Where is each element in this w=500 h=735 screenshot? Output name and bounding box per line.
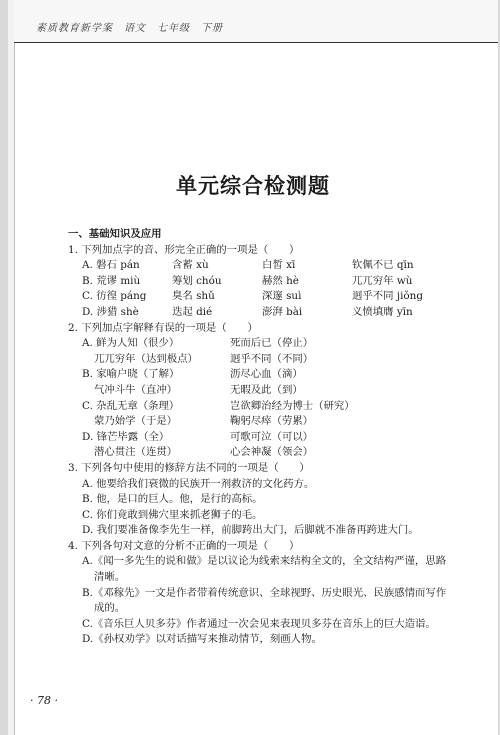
page-number: · 78 · [30, 694, 58, 707]
option-cell: 深邃 suì [262, 290, 302, 303]
option-cell: 赫然 hè [262, 274, 299, 287]
option-cell: 义愤填膺 yīn [352, 305, 413, 318]
question-4-option-b [68, 586, 478, 617]
option-cell: 潜心贯注（连贯） [94, 446, 178, 459]
running-header [14, 0, 498, 43]
question-content [68, 227, 478, 648]
option-cell: 鞠躬尽瘁（劳累） [230, 415, 314, 428]
question-3-stem: 3. 下列各句中使用的修辞方法不同的一项是（ ） [68, 461, 310, 474]
question-1-stem: 1. 下列加点字的音、形完全正确的一项是（ ） [68, 243, 300, 256]
question-4-option-c [68, 617, 478, 633]
question-4-stem: 4. 下列各句对文意的分析不正确的一项是（ ） [68, 539, 300, 552]
question-2-stem: 2. 下列加点字解释有误的一项是（ ） [68, 321, 258, 334]
question-2-row [68, 430, 478, 446]
section-heading: 一、基础知识及应用 [68, 228, 162, 240]
option-cell: 无暇及此（到） [230, 383, 303, 396]
option-cell: 蒙乃始学（于是） [94, 415, 178, 428]
option-cell: 迥乎不同 jiǒng [352, 290, 424, 303]
option-text: C.《音乐巨人贝多芬》作者通过一次会见来表现贝多芬在音乐上的巨大造诣。 [82, 617, 436, 630]
option-cell: 心会神凝（领会） [230, 446, 314, 459]
option-cell: 白皙 xī [262, 259, 296, 272]
option-continuation: 成的。 [94, 602, 126, 615]
option-cell: 岂欲卿治经为博士（研究） [230, 399, 355, 412]
document-page [8, 0, 498, 735]
header-text: 素质教育新学案 语文 七年级 下册 [36, 23, 223, 34]
question-1-option-d [68, 305, 478, 321]
question-3-option-b: B. 他，是口的巨人。他，是行的高标。 [82, 493, 263, 506]
question-2-row [68, 367, 478, 383]
option-text: D.《孙权劝学》以对话描写来推动情节，刻画人物。 [82, 633, 322, 646]
option-cell: 气冲斗牛（直冲） [94, 383, 178, 396]
question-4-option-a [68, 554, 478, 585]
option-continuation: 清晰。 [94, 571, 126, 584]
question-3-option-c: C. 你们竟敢到佛穴里来抓老狮子的毛。 [82, 508, 263, 521]
question-2-row [68, 383, 478, 399]
option-cell: 臭名 shǔ [172, 290, 215, 303]
question-1-option-a [68, 258, 478, 274]
question-1-option-b [68, 274, 478, 290]
option-text: A.《闻一多先生的说和做》是以议论为线索来结构全文的，全文结构严谨，思路 [82, 555, 447, 568]
option-cell: A. 磐石 pán [82, 259, 140, 272]
option-cell: C. 彷徨 páng [82, 290, 147, 303]
option-cell: 可歌可泣（可以） [230, 430, 314, 443]
option-cell: 筹划 chóu [172, 274, 222, 287]
option-cell: 兀兀穷年 wù [352, 274, 413, 287]
option-cell: 迭起 dié [172, 305, 213, 318]
question-3-option-d: D. 我们要准备像李先生一样，前脚跨出大门，后脚就不准备再跨进大门。 [82, 524, 419, 537]
option-cell: 迥乎不同（不同） [230, 352, 314, 365]
option-cell: B. 荒谬 miù [82, 274, 141, 287]
option-cell: 沥尽心血（滴） [230, 368, 303, 381]
option-cell: 死而后已（停止） [230, 337, 314, 350]
question-2-row [68, 414, 478, 430]
option-cell: A. 鲜为人知（很少） [82, 337, 180, 350]
question-1-option-c [68, 289, 478, 305]
page-spine [8, 0, 15, 735]
option-cell: D. 涉猎 shè [82, 305, 139, 318]
option-cell: D. 锋芒毕露（全） [82, 430, 170, 443]
question-2-row [68, 352, 478, 368]
question-4-option-d [68, 632, 478, 648]
option-cell: 澎湃 bài [262, 305, 303, 318]
option-text: B.《邓稼先》一文是作者带着传统意识、全球视野、历史眼光、民族感情而写作 [82, 586, 447, 599]
option-cell: B. 家喻户晓（了解） [82, 368, 180, 381]
option-cell: 兀兀穷年（达到极点） [94, 352, 198, 365]
option-cell: 含蓄 xù [172, 259, 209, 272]
question-3-option-a: A. 他要给我们衰微的民族开一剂救济的文化药方。 [82, 477, 315, 490]
page-title: 单元综合检测题 [176, 174, 330, 198]
question-2-row [68, 336, 478, 352]
option-cell: 钦佩不已 qīn [352, 259, 414, 272]
question-2-row [68, 399, 478, 415]
option-cell: C. 杂乱无章（条理） [82, 399, 180, 412]
question-2-row [68, 445, 478, 461]
